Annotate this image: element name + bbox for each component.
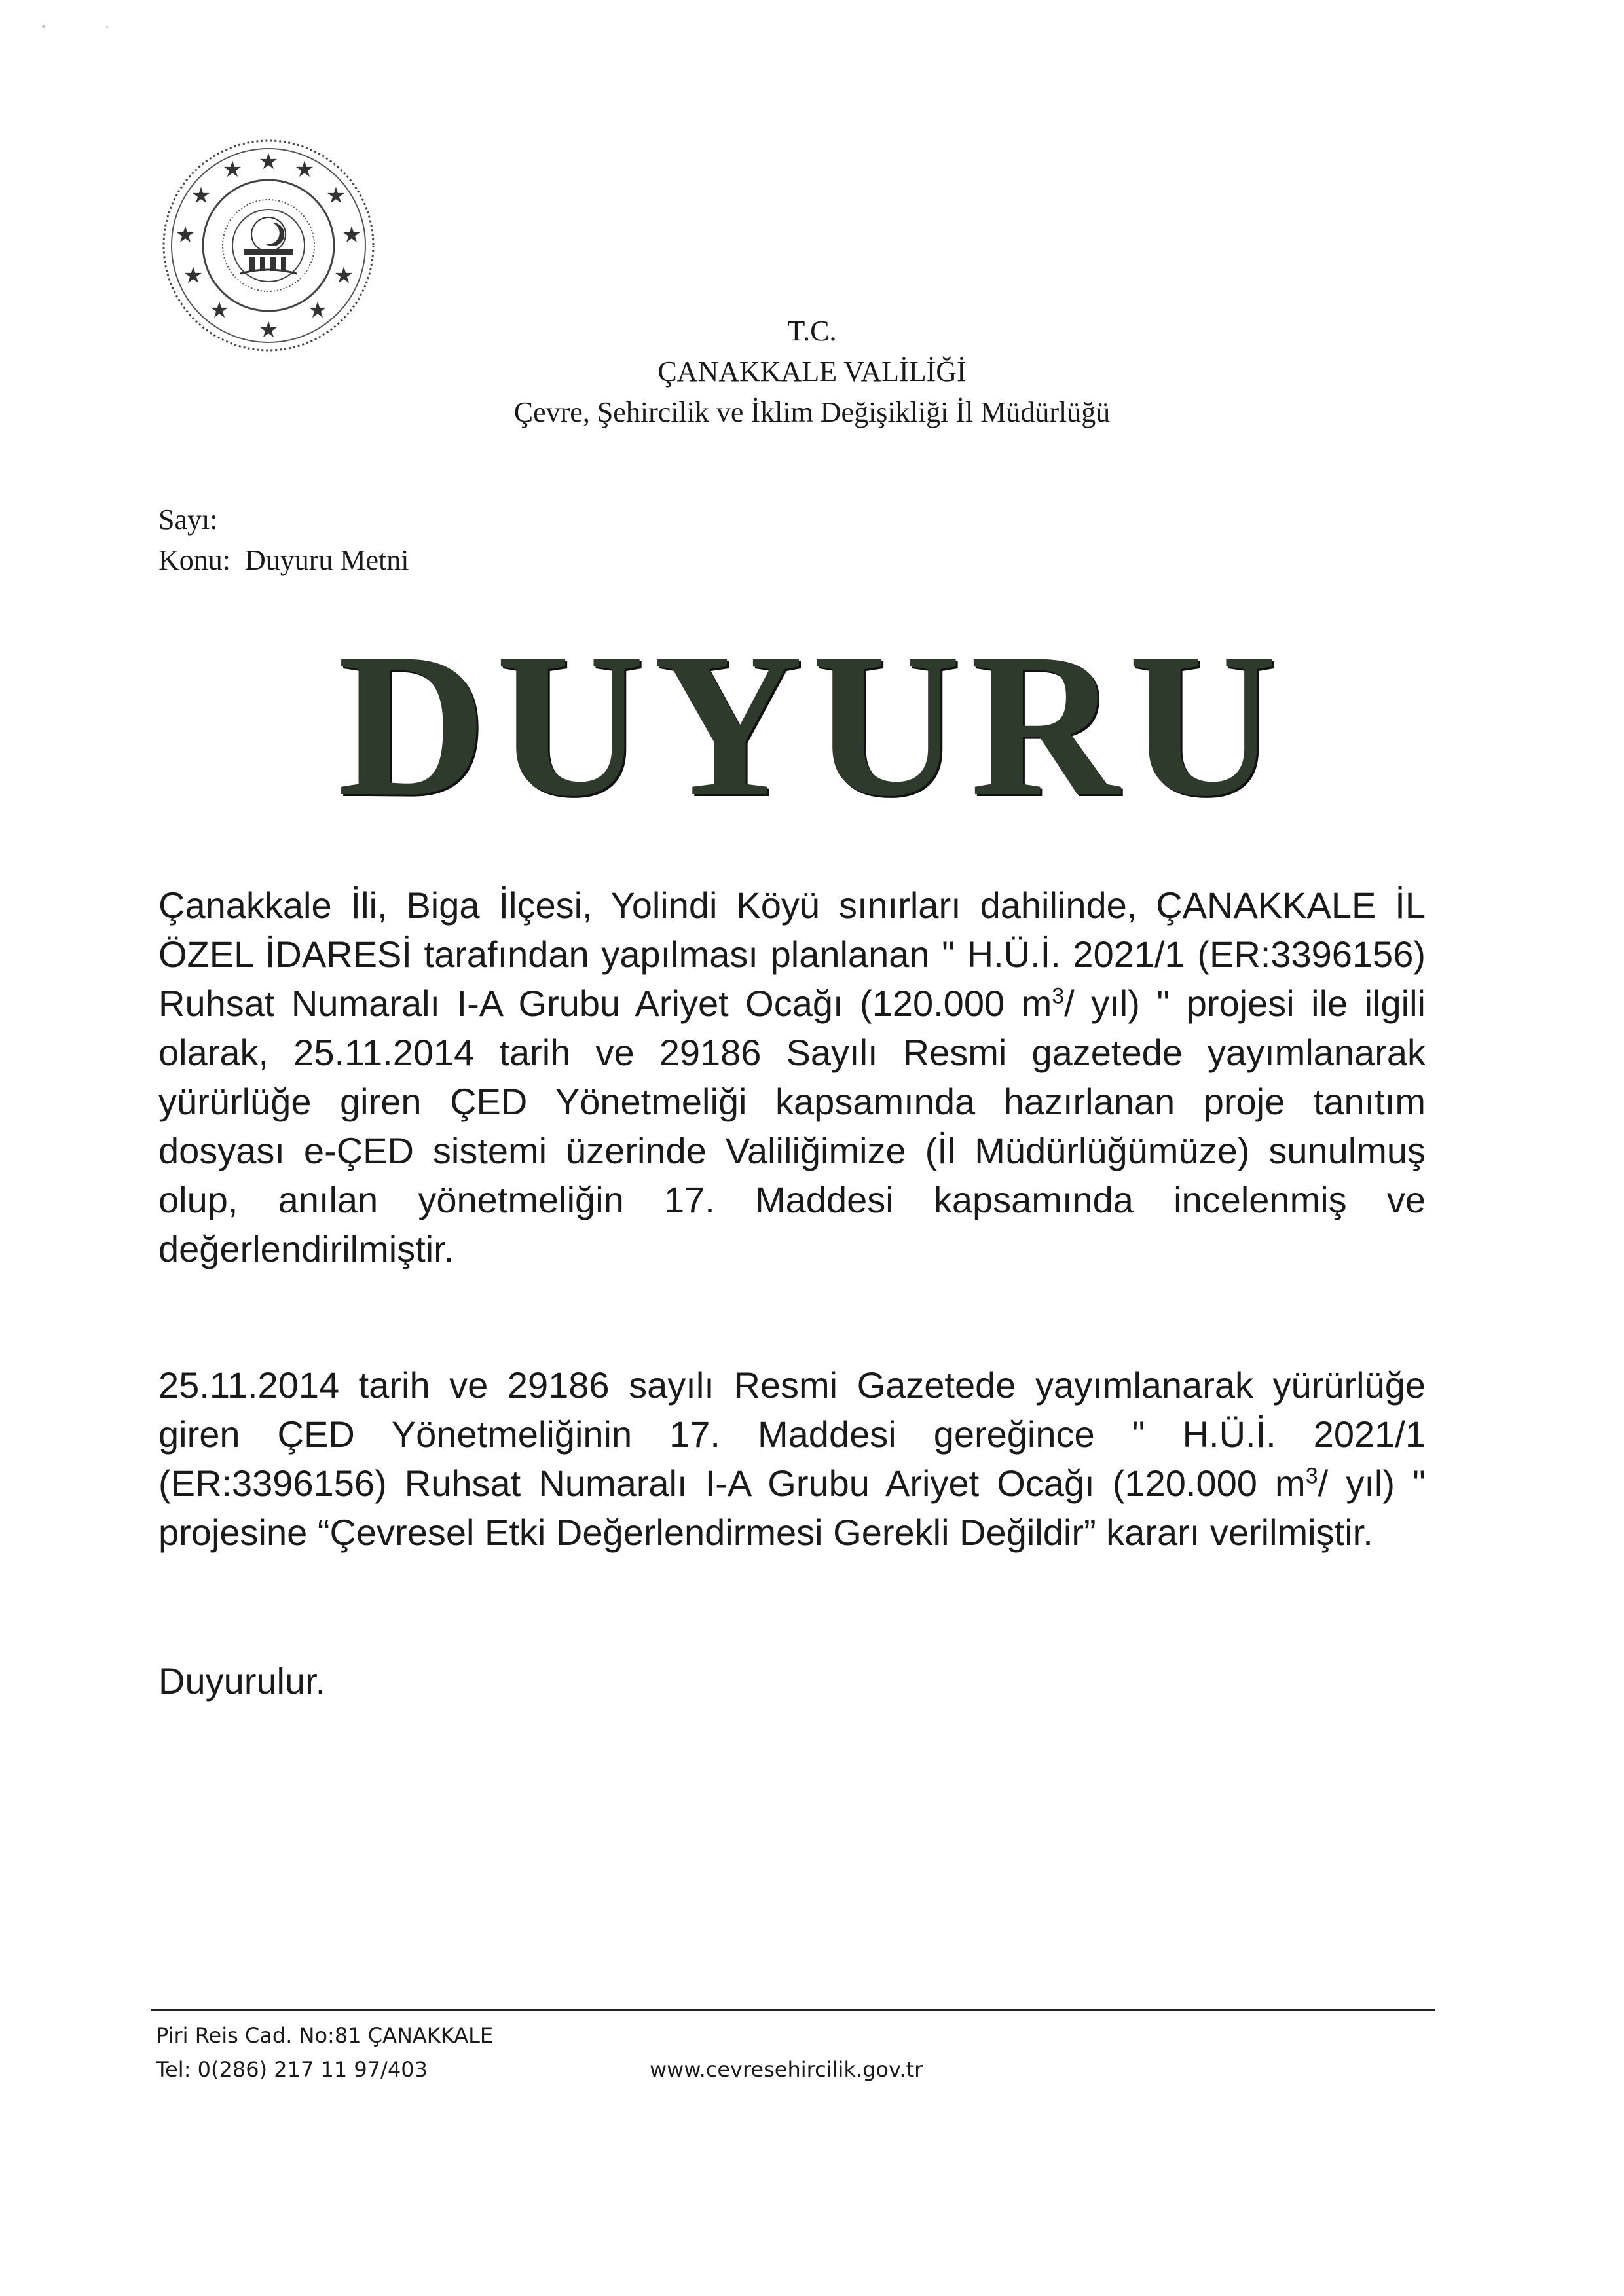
footer-divider	[151, 2009, 1435, 2011]
svg-text:★: ★	[258, 149, 279, 175]
svg-text:★: ★	[183, 263, 204, 289]
svg-text:★: ★	[258, 317, 279, 343]
header-governorship: ÇANAKKALE VALİLİĞİ	[657, 355, 967, 388]
sayi-label: Sayı:	[158, 503, 218, 536]
svg-text:★: ★	[175, 222, 196, 248]
header-directorate: Çevre, Şehircilik ve İklim Değişikliği İl Müdürlüğü	[513, 396, 1111, 428]
meta-sayi	[158, 503, 217, 536]
announcement-title: DUYURU	[337, 611, 1287, 839]
konu-value: Duyuru Metni	[245, 544, 409, 576]
closing-text: Duyurulur.	[158, 1660, 326, 1702]
svg-text:★: ★	[191, 183, 212, 209]
footer-address: Piri Reis Cad. No:81 ÇANAKKALE	[156, 2023, 494, 2048]
body-paragraph-2	[158, 1360, 1426, 1557]
body-paragraph-1	[158, 881, 1426, 1273]
svg-text:★: ★	[222, 156, 243, 183]
meta-konu	[158, 543, 409, 577]
para2-text-b: / yıl) " projesine “Çevresel Etki Değerlendirmesi Gerekli Değildir” kararı verilmiştir.	[158, 1463, 1426, 1553]
svg-text:★: ★	[294, 156, 315, 183]
scan-speck	[42, 25, 45, 28]
para2-text-a: 25.11.2014 tarih ve 29186 sayılı Resmi Gazetede yayımlanarak yürürlüğe giren ÇED Yönetmeliğinin 17. Maddesi gereğince " H.Ü.İ. 2021/1 (ER:3396156) Ruhsat Numaralı I-A Grubu Ariyet Ocağı (120.000 m	[158, 1364, 1426, 1504]
svg-text:★: ★	[325, 183, 346, 209]
para2-superscript: 3	[1305, 1463, 1318, 1489]
para1-text-b: / yıl) " projesi ile ilgili olarak, 25.11.2014 tarih ve 29186 Sayılı Resmi gazetede yayımlanarak yürürlüğe giren ÇED Yönetmeliği kapsamında hazırlanan proje tanıtım dosyası e-ÇED sistemi üzerinde Valiliğimize (İl Müdürlüğümüze) sunulmuş olup, anılan yönetmeliğin 17. Maddesi kapsamında incelenmiş ve değerlendirilmiştir.	[158, 983, 1426, 1269]
header-tc: T.C.	[787, 315, 837, 347]
scan-speck	[106, 26, 108, 28]
svg-text:★: ★	[341, 222, 362, 248]
svg-text:★: ★	[307, 297, 328, 323]
para1-text-a: Çanakkale İli, Biga İlçesi, Yolindi Köyü sınırları dahilinde, ÇANAKKALE İL ÖZEL İDARESİ tarafından yapılması planlanan " H.Ü.İ. 2021/1 (ER:3396156) Ruhsat Numaralı I-A Grubu Ariyet Ocağı (120.000 m	[158, 884, 1426, 1024]
svg-text:★: ★	[333, 263, 354, 289]
para1-superscript: 3	[1052, 983, 1065, 1009]
konu-label: Konu:	[158, 544, 231, 576]
svg-text:★: ★	[209, 297, 230, 323]
footer-phone: Tel: 0(286) 217 11 97/403	[156, 2057, 428, 2082]
footer-website[interactable]: www.cevresehircilik.gov.tr	[650, 2057, 923, 2082]
